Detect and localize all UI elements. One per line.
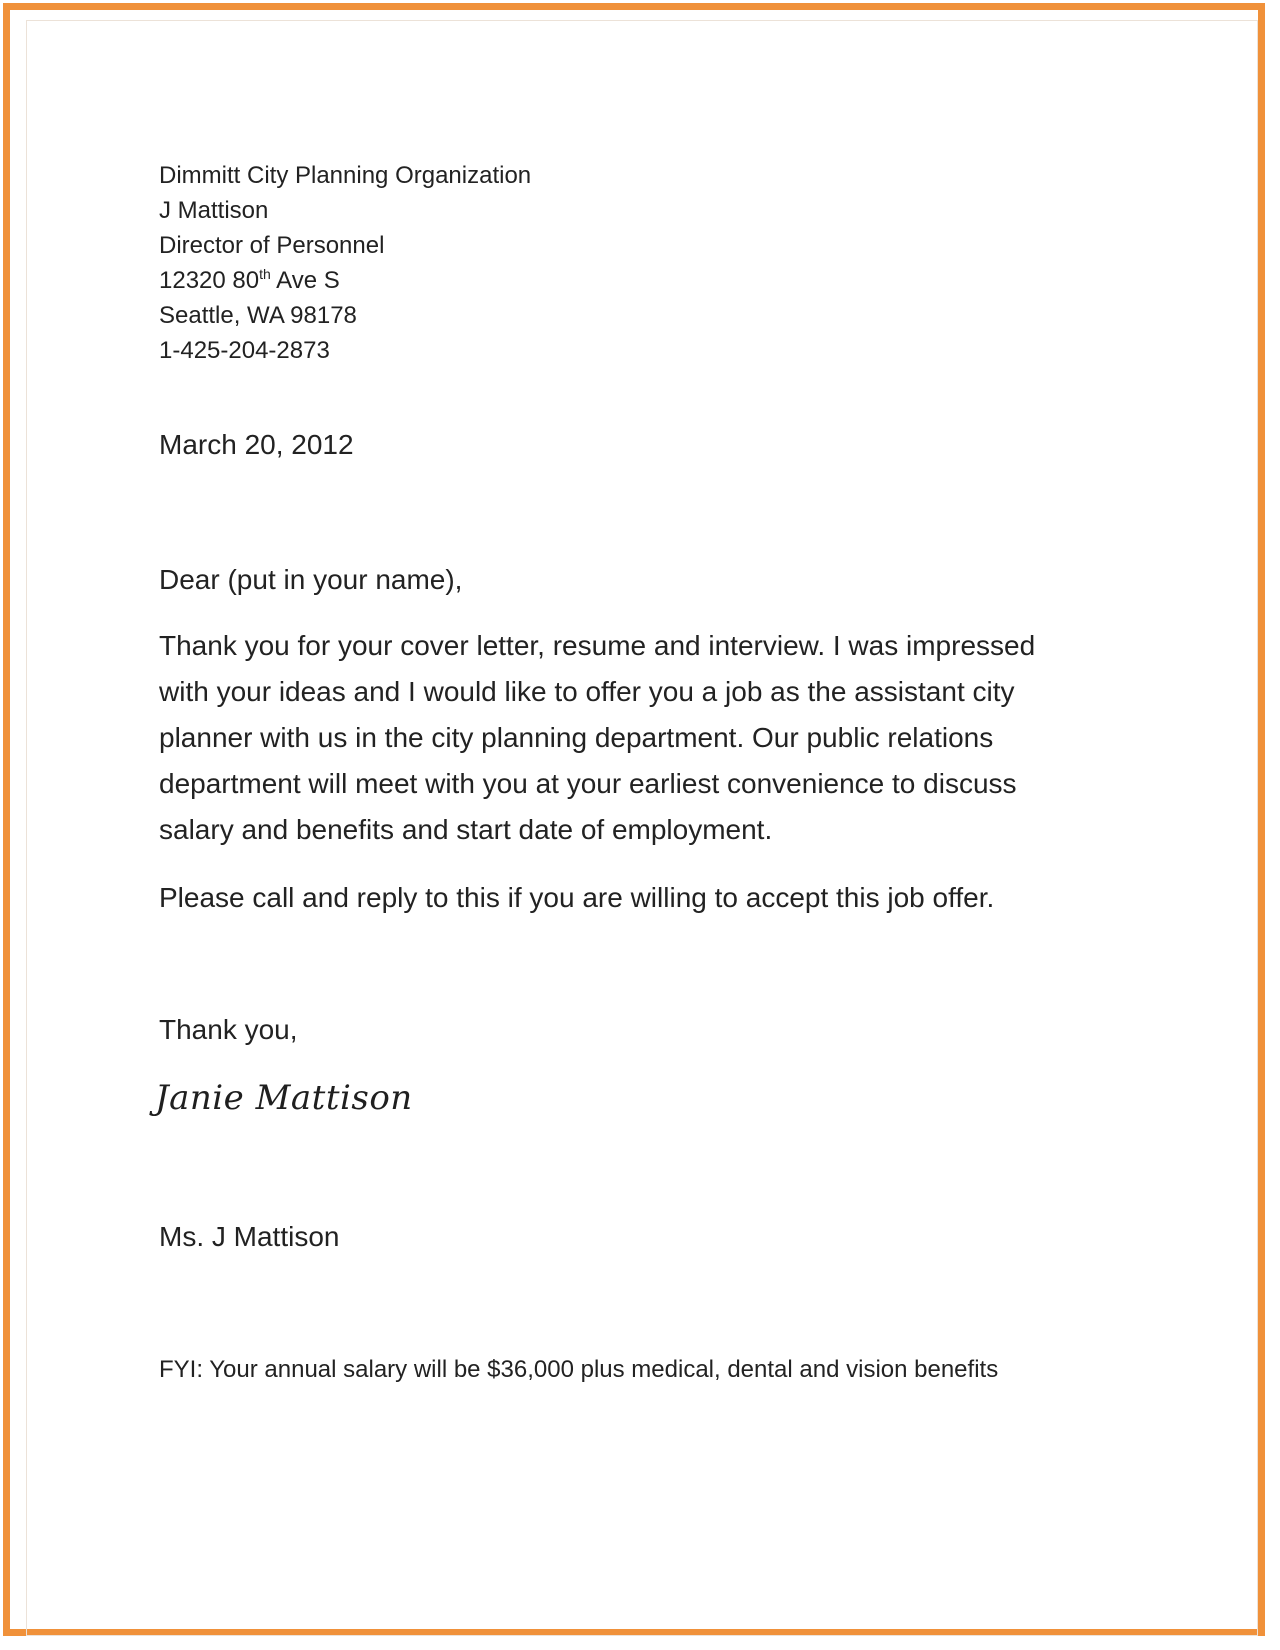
paragraph-1-line: salary and benefits and start date of employment. xyxy=(159,814,773,845)
signer-name: Ms. J Mattison xyxy=(159,1221,340,1252)
paragraph-1-line: department will meet with you at your earliest convenience to discuss xyxy=(159,768,1017,799)
sender-city-state-zip: Seattle, WA 98178 xyxy=(159,302,357,329)
salutation: Dear (put in your name), xyxy=(159,564,463,595)
paragraph-2: Please call and reply to this if you are willing to accept this job offer. xyxy=(159,882,995,913)
letter-date: March 20, 2012 xyxy=(159,429,354,460)
sender-name: J Mattison xyxy=(159,197,269,224)
paragraph-1-line: planner with us in the city planning department. Our public relations xyxy=(159,722,994,753)
fyi-note: FYI: Your annual salary will be $36,000 plus medical, dental and vision benefits xyxy=(159,1356,999,1383)
street-rest: Ave S xyxy=(270,267,340,294)
sender-street xyxy=(159,266,340,296)
sender-organization: Dimmitt City Planning Organization xyxy=(159,162,532,189)
sender-phone: 1-425-204-2873 xyxy=(159,337,330,364)
paragraph-1-line: with your ideas and I would like to offer you a job as the assistant city xyxy=(159,676,1015,707)
sender-title: Director of Personnel xyxy=(159,232,385,259)
street-number: 12320 80 xyxy=(159,267,260,294)
closing: Thank you, xyxy=(159,1014,298,1045)
handwritten-signature: Janie Mattison xyxy=(155,1078,413,1118)
street-ordinal-suffix: th xyxy=(259,266,271,282)
paragraph-1-line: Thank you for your cover letter, resume and interview. I was impressed xyxy=(159,630,1036,661)
